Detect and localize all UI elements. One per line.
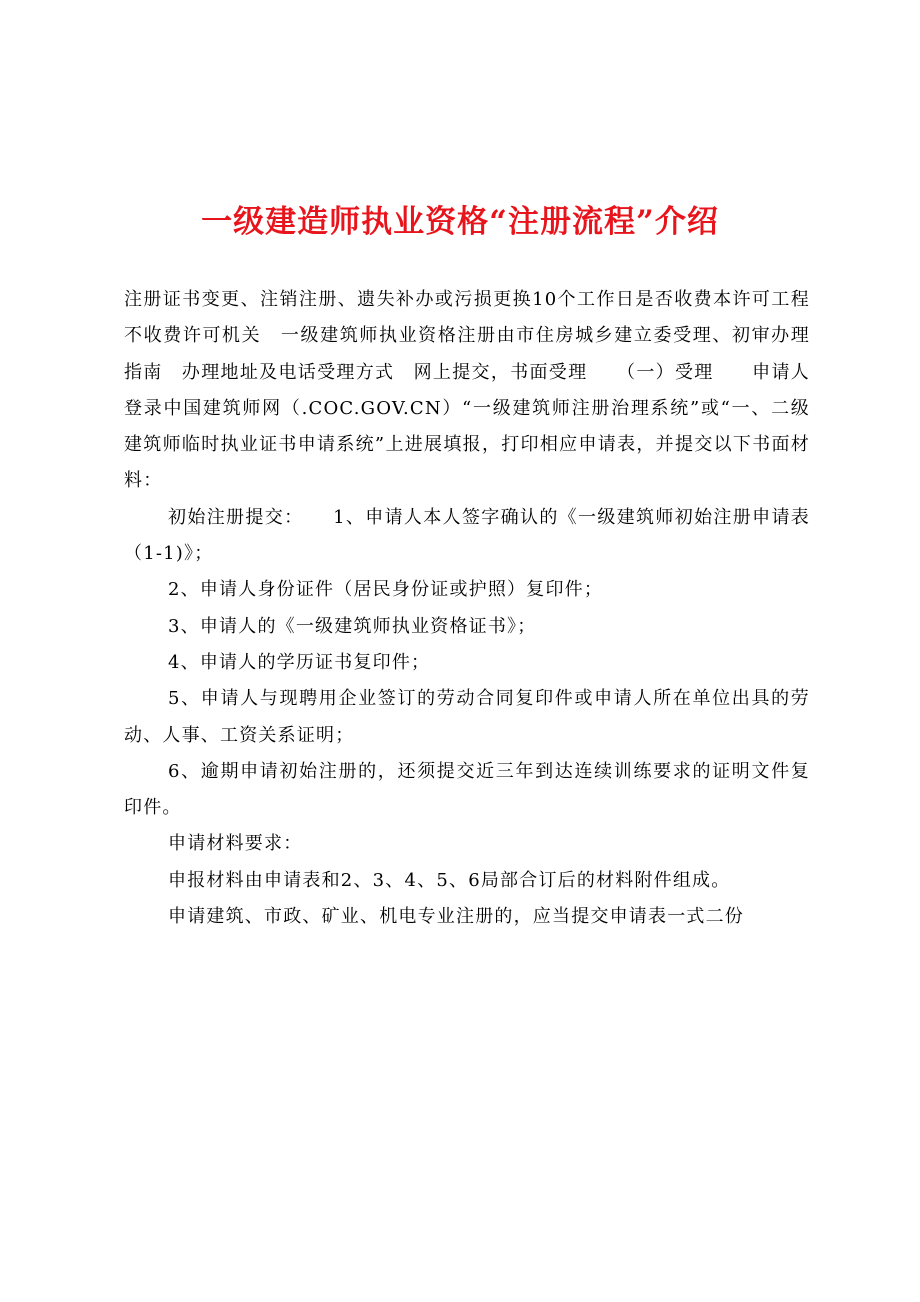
initial-registration-item-5: 5、申请人与现聘用企业签订的劳动合同复印件或申请人所在单位出具的劳动、人事、工资关系证明； (124, 688, 810, 746)
initial-registration-item-1: 初始注册提交： 1、申请人本人签字确认的《一级建筑师初始注册申请表（1-1)》； (124, 506, 810, 565)
document-body (124, 282, 810, 935)
intro-paragraph: 注册证书变更、注销注册、遗失补办或污损更换10个工作日是否收费本许可工程不收费许可机关 一级建筑师执业资格注册由市住房城乡建立委受理、初审办理指南 办理地址及电话受理方式 网上提交，书面受理 （一）受理 申请人登录中国建筑师网（.COC.GOV.CN）“一级建筑师注册治理系统”或“一、二级建筑师临时执业证书申请系统”上进展填报，打印相应申请表，并提交以下书面材料： (124, 289, 810, 492)
materials-composition-paragraph: 申报材料由申请表和2、3、4、5、6局部合订后的材料附件组成。 (168, 869, 731, 891)
document-title: 一级建造师执业资格“注册流程”介绍 (201, 204, 719, 240)
initial-registration-item-4: 4、申请人的学历证书复印件； (168, 651, 431, 673)
copies-requirement-paragraph: 申请建筑、市政、矿业、机电专业注册的，应当提交申请表一式二份 (168, 906, 744, 928)
materials-requirements-heading: 申请材料要求： (168, 833, 303, 855)
initial-registration-item-2: 2、申请人身份证件（居民身份证或护照）复印件； (168, 579, 604, 601)
initial-registration-item-6: 6、逾期申请初始注册的，还须提交近三年到达连续训练要求的证明文件复印件。 (124, 760, 810, 819)
initial-registration-item-3: 3、申请人的《一级建筑师执业资格证书》； (168, 615, 537, 637)
